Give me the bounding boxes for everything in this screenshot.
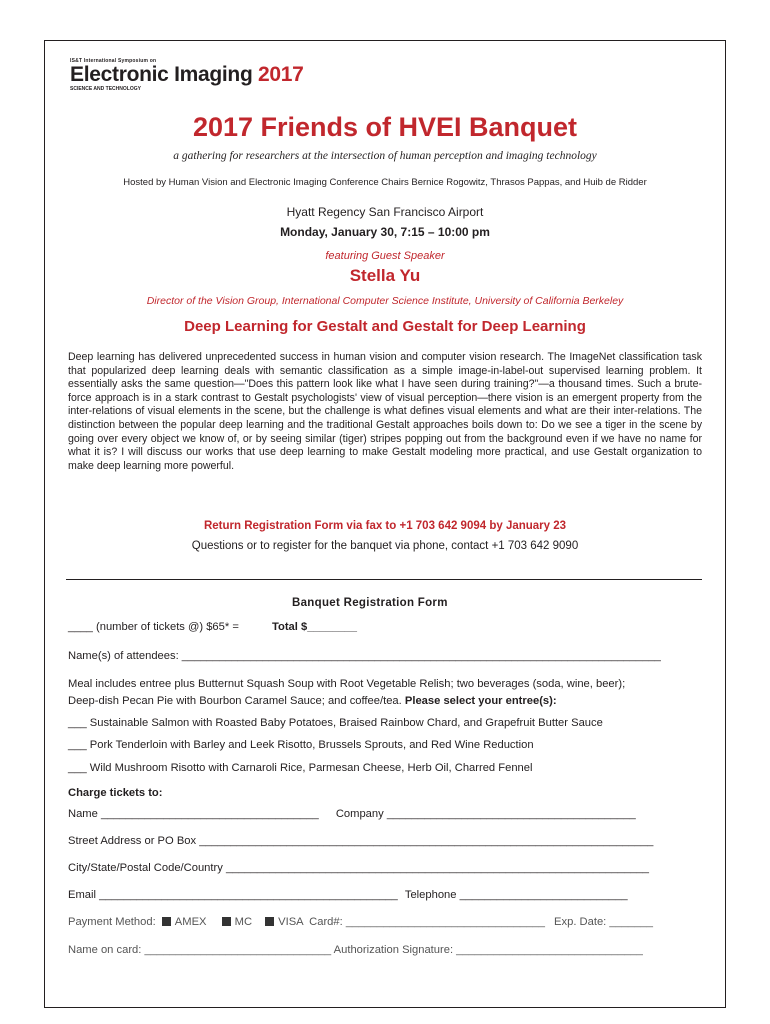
name-on-card-field[interactable]: Name on card: ______________________________ [68,944,332,956]
visa-label: VISA [278,916,304,928]
attendees-field[interactable]: Name(s) of attendees: _____________________________________________________________________________ [68,650,661,662]
select-entree-label: Please select your entree(s): [404,695,557,707]
street-address-field[interactable]: Street Address or PO Box _________________________________________________________________________ [68,835,654,847]
authorization-signature-field[interactable]: Authorization Signature: ______________________________ [333,944,643,956]
meal-info-line2 [68,695,557,707]
exp-date-field[interactable]: Exp. Date: _______ [554,916,653,928]
amex-label: AMEX [174,916,207,928]
logo-symposium: IS&T International Symposium on [70,58,157,64]
logo-year: 2017 [258,63,304,86]
card-number-field[interactable]: Card#: ________________________________ [309,916,545,928]
divider [66,579,702,580]
visa-checkbox[interactable] [265,917,274,926]
entree-option-pork[interactable]: ___ Pork Tenderloin with Barley and Leek Risotto, Brussels Sprouts, and Red Wine Reduction [68,739,534,751]
form-title: Banquet Registration Form [292,597,448,609]
email-phone-row [68,889,628,901]
logo-subtitle: SCIENCE AND TECHNOLOGY [70,86,141,92]
event-datetime: Monday, January 30, 7:15 – 10:00 pm [280,225,490,239]
entree-option-risotto[interactable]: ___ Wild Mushroom Risotto with Carnaroli Rice, Parmesan Cheese, Herb Oil, Charred Fennel [68,762,533,774]
venue: Hyatt Regency San Francisco Airport [286,205,484,219]
questions-contact: Questions or to register for the banquet via phone, contact +1 703 642 9090 [191,540,579,552]
logo-title [70,64,304,86]
city-state-field[interactable]: City/State/Postal Code/Country ____________________________________________________________________ [68,862,650,874]
mc-checkbox[interactable] [222,917,231,926]
payment-row [68,916,653,928]
meal-info-text: Deep-dish Pecan Pie with Bourbon Caramel Sauce; and coffee/tea. [68,695,402,707]
company-field[interactable]: Company ________________________________________ [335,808,636,820]
talk-abstract: Deep learning has delivered unprecedented success in human vision and computer vision research. The ImageNet classification task that popularized deep learning deals with semantic classification as a simple image-in-label-out supervised learning problem. It essentially asks the same question—"Does this pattern look like what I have seen during training?"—a thousand times. Such a brute-force approach is in a stark contrast to Gestalt psychologists' view of visual perception—there vision is an emergent property from the inter-relations of visual elements in the scene, but the challenge is what defines visual elements and what are their inter-relations. The distinction between the popular deep learning and the traditional Gestalt approaches boils down to: Do we see a tiger in the scene by going over every object we know of, or by seeing similar (tiger) stripes popping out from the background even if we have no name for what it is? I will discuss our works that use deep learning to make Gestalt modeling more practical, and use Gestalt organization to make deep learning more powerful. [68,351,702,472]
talk-title: Deep Learning for Gestalt and Gestalt for Deep Learning [184,318,586,335]
name-company-row [68,808,636,820]
payment-method-label: Payment Method: [68,916,156,928]
telephone-field[interactable]: Telephone ___________________________ [404,889,628,901]
name-field[interactable]: Name ___________________________________ [68,808,319,820]
featuring-label: featuring Guest Speaker [325,250,445,262]
meal-info-line1: Meal includes entree plus Butternut Squash Soup with Root Vegetable Relish; two beverages (soda, wine, beer); [68,678,626,690]
entree-option-salmon[interactable]: ___ Sustainable Salmon with Roasted Baby Potatoes, Braised Rainbow Chard, and Grapefruit Butter Sauce [68,717,603,729]
speaker-affiliation: Director of the Vision Group, International Computer Science Institute, University of California Berkeley [146,295,624,307]
return-fax-note: Return Registration Form via fax to +1 703 642 9094 by January 23 [203,520,567,532]
speaker-name: Stella Yu [349,266,421,285]
card-name-row [68,944,643,956]
mc-label: MC [234,916,253,928]
tickets-row [68,621,357,633]
event-title: 2017 Friends of HVEI Banquet [192,112,578,142]
event-tagline: a gathering for researchers at the intersection of human perception and imaging technology [173,150,597,162]
amex-checkbox[interactable] [162,917,171,926]
charge-tickets-label: Charge tickets to: [68,787,163,799]
total-field[interactable]: Total $________ [271,621,357,633]
tickets-field[interactable]: ____ (number of tickets @) $65* = [68,621,239,633]
hosted-by: Hosted by Human Vision and Electronic Imaging Conference Chairs Bernice Rogowitz, Thrasos Pappas, and Huib de Ridder [123,177,647,188]
logo-text: Electronic Imaging [70,63,253,86]
email-field[interactable]: Email ________________________________________________ [68,889,398,901]
electronic-imaging-logo [70,58,304,92]
